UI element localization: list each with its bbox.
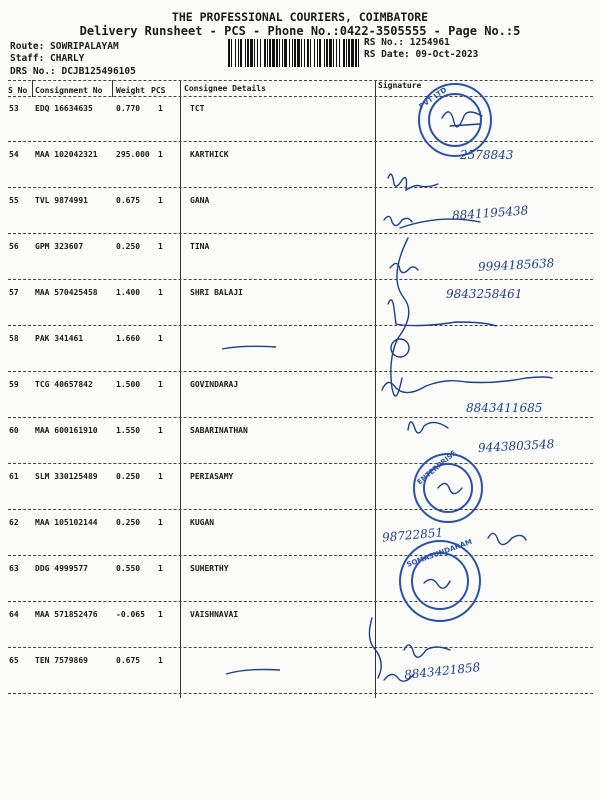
row-consignment: DDG 4999577 <box>35 564 88 573</box>
drs-number: DRS No.: DCJB125496105 <box>10 66 136 77</box>
row-consignment: GPM 323607 <box>35 242 84 251</box>
handwritten-number: 9994185638 <box>477 256 555 274</box>
header-divider <box>32 80 33 97</box>
row-sno: 59 <box>9 380 19 389</box>
staff-label: Staff: CHARLY <box>10 53 85 64</box>
row-sno: 61 <box>9 472 19 481</box>
row-sno: 64 <box>9 610 19 619</box>
barcode <box>228 39 360 67</box>
handwritten-number: 8843421858 <box>403 660 481 682</box>
col-pcs: PCS <box>151 86 166 95</box>
row-consignment: MAA 105102144 <box>35 518 98 527</box>
row-sno: 54 <box>9 150 19 159</box>
row-pcs: 1 <box>158 656 163 665</box>
row-pcs: 1 <box>158 472 163 481</box>
col-signature: Signature <box>378 81 422 90</box>
row-consignee: TCT <box>190 104 205 113</box>
handwritten-number: 98722851 <box>381 525 444 545</box>
row-consignee: KUGAN <box>190 518 215 527</box>
row-consignment: SLM 330125489 <box>35 472 98 481</box>
row-sno: 65 <box>9 656 19 665</box>
handwritten-number: 8841195438 <box>451 203 529 223</box>
signature-area <box>380 78 600 698</box>
row-weight: 1.500 <box>116 380 141 389</box>
handwritten-number: 9443803548 <box>477 437 555 455</box>
row-pcs: 1 <box>158 564 163 573</box>
row-consignment: PAK 341461 <box>35 334 84 343</box>
row-weight: 0.250 <box>116 242 141 251</box>
row-weight: 0.250 <box>116 472 141 481</box>
row-pcs: 1 <box>158 242 163 251</box>
row-weight: 0.675 <box>116 656 141 665</box>
row-consignment: MAA 102042321 <box>35 150 98 159</box>
company-title: THE PROFESSIONAL COURIERS, COIMBATORE <box>171 10 429 24</box>
row-weight: 0.550 <box>116 564 141 573</box>
row-weight: 1.550 <box>116 426 141 435</box>
svg-text:ENTERPRISE: ENTERPRISE <box>415 448 459 487</box>
row-consignment: MAA 600161910 <box>35 426 98 435</box>
row-pcs: 1 <box>158 518 163 527</box>
handwritten-dash <box>220 340 280 354</box>
row-consignment: TVL 9874991 <box>35 196 88 205</box>
row-consignee: GANA <box>190 196 210 205</box>
row-weight: 1.400 <box>116 288 141 297</box>
row-sno: 60 <box>9 426 19 435</box>
row-sno: 63 <box>9 564 19 573</box>
col-weight: Weight <box>116 86 145 95</box>
row-weight: -0.065 <box>116 610 145 619</box>
svg-text:PVT LTD: PVT LTD <box>417 85 449 111</box>
row-weight: 0.770 <box>116 104 141 113</box>
row-consignee: SHRI BALAJI <box>190 288 243 297</box>
header-divider <box>112 80 113 97</box>
row-weight: 0.675 <box>116 196 141 205</box>
row-sno: 58 <box>9 334 19 343</box>
row-consignee: PERIASAMY <box>190 472 234 481</box>
column-divider <box>375 80 376 698</box>
row-sno: 56 <box>9 242 19 251</box>
handwritten-dash <box>224 665 284 679</box>
col-consignment: Consignment No <box>35 86 103 95</box>
row-pcs: 1 <box>158 150 163 159</box>
row-consignee: TINA <box>190 242 210 251</box>
row-consignee: SUHERTHY <box>190 564 229 573</box>
row-pcs: 1 <box>158 426 163 435</box>
row-pcs: 1 <box>158 196 163 205</box>
route-label: Route: SOWRIPALAYAM <box>10 41 119 52</box>
handwritten-number: 9843258461 <box>446 287 523 301</box>
row-consignment: MAA 570425458 <box>35 288 98 297</box>
row-pcs: 1 <box>158 104 163 113</box>
row-consignee: SABARINATHAN <box>190 426 248 435</box>
row-consignee: GOVINDARAJ <box>190 380 239 389</box>
col-sno: S No <box>8 86 28 95</box>
row-consignment: MAA 571852476 <box>35 610 98 619</box>
row-consignee: KARTHICK <box>190 150 229 159</box>
row-pcs: 1 <box>158 334 163 343</box>
rs-date: RS Date: 09-Oct-2023 <box>364 49 479 60</box>
row-consignment: TEN 7579869 <box>35 656 88 665</box>
row-pcs: 1 <box>158 610 163 619</box>
rs-number: RS No.: 1254961 <box>364 37 450 48</box>
row-weight: 0.250 <box>116 518 141 527</box>
row-sno: 57 <box>9 288 19 297</box>
row-pcs: 1 <box>158 380 163 389</box>
row-consignment: TCG 40657842 <box>35 380 93 389</box>
company-stamp <box>418 84 491 156</box>
row-sno: 53 <box>9 104 19 113</box>
row-weight: 1.660 <box>116 334 141 343</box>
company-stamp <box>400 538 480 621</box>
col-consignee: Consignee Details <box>184 84 266 93</box>
row-consignment: EDQ 16634635 <box>35 104 93 113</box>
column-divider <box>180 80 181 698</box>
row-sno: 62 <box>9 518 19 527</box>
row-sno: 55 <box>9 196 19 205</box>
handwritten-number: 8843411685 <box>466 401 543 415</box>
runsheet-title: Delivery Runsheet - PCS - Phone No.:0422-3505555 - Page No.:5 <box>79 24 521 38</box>
row-weight: 295.000 <box>116 150 150 159</box>
handwritten-number: 2578843 <box>460 148 514 162</box>
row-consignee: VAISHNAVAI <box>190 610 239 619</box>
row-pcs: 1 <box>158 288 163 297</box>
svg-text:SOMASUNDARAM: SOMASUNDARAM <box>405 537 474 569</box>
